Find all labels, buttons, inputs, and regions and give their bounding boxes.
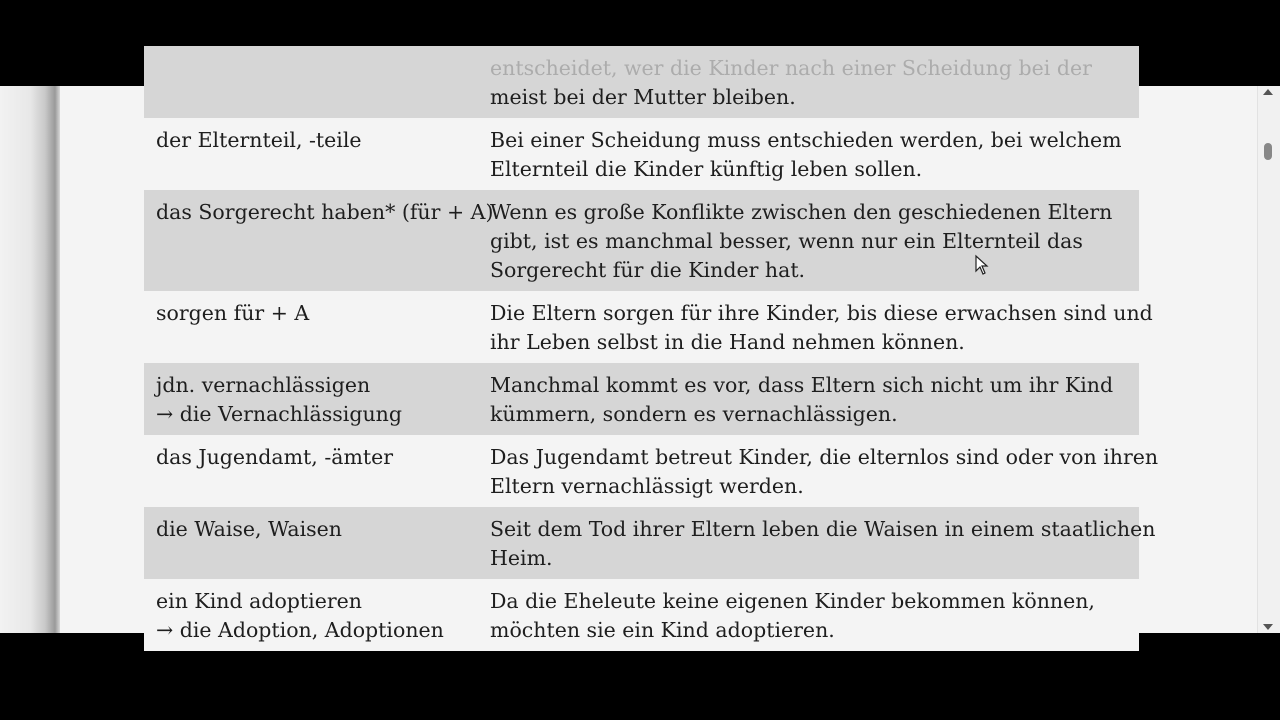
example-line: möchten sie ein Kind adoptieren. [490,618,835,642]
scroll-down-icon[interactable] [1263,624,1273,630]
table-row [144,118,1139,190]
example-line: Die Eltern sorgen für ihre Kinder, bis diese erwachsen sind und [490,301,1153,325]
example-line: Wenn es große Konflikte zwischen den geschiedenen Eltern [490,200,1113,224]
example-sentence [490,54,1139,112]
example-line: Manchmal kommt es vor, dass Eltern sich nicht um ihr Kind [490,373,1114,397]
example-sentence [490,515,1156,573]
vertical-scrollbar[interactable] [1257,86,1280,633]
vocab-term [144,443,490,501]
example-line: ihr Leben selbst in die Hand nehmen können. [490,330,965,354]
example-sentence [490,198,1139,285]
example-sentence [490,587,1139,645]
vocab-term [144,371,490,429]
example-line: kümmern, sondern es vernachlässigen. [490,402,898,426]
table-row [144,435,1159,507]
term-line: ein Kind adoptieren [156,589,362,613]
table-row [144,579,1139,651]
table-row [144,507,1156,579]
table-row [144,46,1139,118]
mouse-cursor-icon [975,255,989,275]
example-line: gibt, ist es manchmal besser, wenn nur ein Elternteil das [490,229,1083,253]
vocab-term [144,54,490,112]
term-line: das Sorgerecht haben* (für + A) [156,200,494,224]
term-line: das Jugendamt, -ämter [156,445,394,469]
vocabulary-table [144,46,1159,651]
table-row [144,291,1153,363]
example-line: Eltern vernachlässigt werden. [490,474,804,498]
term-line: jdn. vernachlässigen [156,373,371,397]
document-viewer[interactable] [0,56,1280,642]
example-line: Bei einer Scheidung muss entschieden werden, bei welchem [490,128,1122,152]
example-line: Seit dem Tod ihrer Eltern leben die Waisen in einem staatlichen [490,517,1156,541]
table-row [144,190,1139,291]
example-sentence [490,443,1159,501]
term-line: die Waise, Waisen [156,517,343,541]
vocab-term [144,299,490,357]
table-row [144,363,1139,435]
term-line: sorgen für + A [156,301,310,325]
example-sentence [490,126,1139,184]
term-line [156,54,490,83]
term-line: → die Adoption, Adoptionen [156,618,444,642]
page-fold-shadow [0,86,60,633]
example-line: meist bei der Mutter bleiben. [490,85,796,109]
vocab-term [144,198,494,285]
example-line: Heim. [490,546,553,570]
document-page [60,56,1258,642]
example-sentence [490,299,1153,357]
example-line: Sorgerecht für die Kinder hat. [490,258,806,282]
vocab-term [144,515,490,573]
example-line: Da die Eheleute keine eigenen Kinder bekommen können, [490,589,1095,613]
example-line: Das Jugendamt betreut Kinder, die elternlos sind oder von ihren [490,445,1159,469]
vocab-term [144,587,490,645]
term-line: → die Vernachlässigung [156,402,403,426]
scroll-up-icon[interactable] [1263,89,1273,95]
example-line-partial: entscheidet, wer die Kinder nach einer Scheidung bei der [490,56,1092,80]
vocab-term [144,126,490,184]
example-sentence [490,371,1139,429]
scrollbar-thumb[interactable] [1264,143,1272,160]
term-line: der Elternteil, -teile [156,128,362,152]
example-line: Elternteil die Kinder künftig leben sollen. [490,157,923,181]
